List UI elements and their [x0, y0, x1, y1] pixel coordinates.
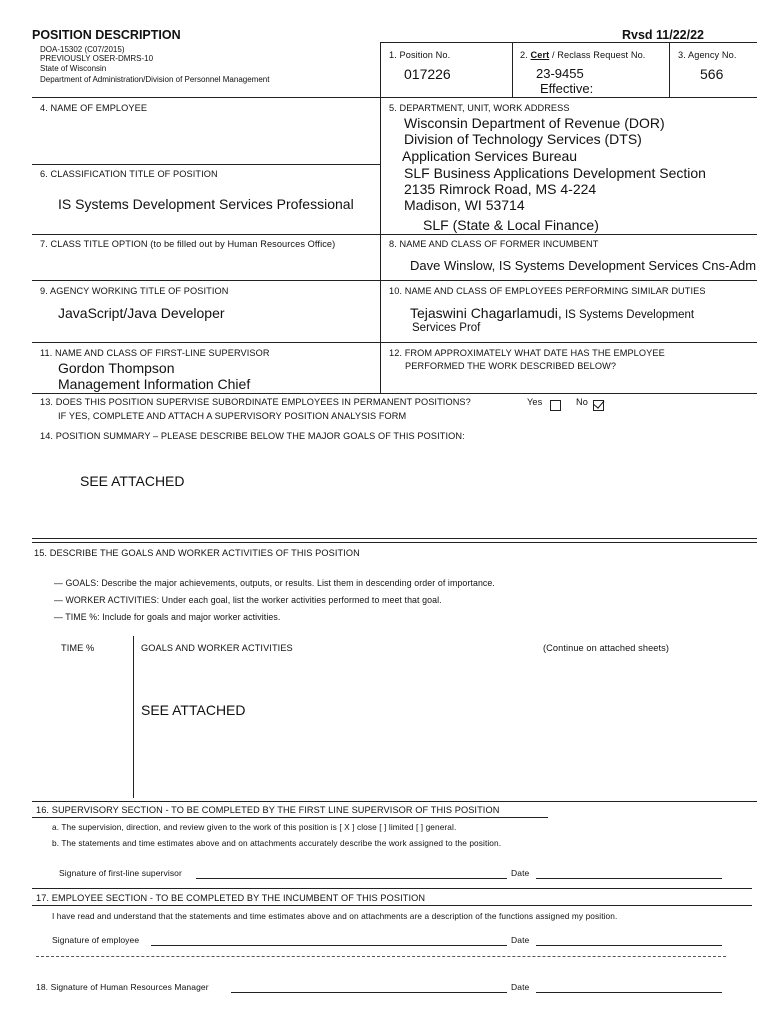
accuracy-statement: b. The statements and time estimates above and on attachments accurately describe the work assigned to the position.	[52, 838, 502, 848]
divider	[32, 542, 757, 543]
department-address-label: 5. DEPARTMENT, UNIT, WORK ADDRESS	[389, 103, 570, 113]
department-line: 2135 Rimrock Road, MS 4-224	[404, 181, 597, 197]
department-line: Application Services Bureau	[402, 148, 578, 164]
class-title-option-label: 7. CLASS TITLE OPTION (to be filled out by Human Resources Office)	[40, 239, 336, 249]
divider	[32, 234, 757, 235]
divider	[36, 956, 726, 957]
supervisory-section-label: 16. SUPERVISORY SECTION - TO BE COMPLETED BY THE FIRST LINE SUPERVISOR OF THIS POSITION	[36, 805, 500, 815]
divider	[32, 817, 548, 818]
position-summary-label: 14. POSITION SUMMARY – PLEASE DESCRIBE BELOW THE MAJOR GOALS OF THIS POSITION:	[40, 431, 465, 441]
revision-date: Rvsd 11/22/22	[622, 28, 705, 42]
yes-checkbox[interactable]	[550, 396, 561, 414]
employee-date-label: Date	[511, 935, 530, 945]
similar-duties-label: 10. NAME AND CLASS OF EMPLOYEES PERFORMING SIMILAR DUTIES	[389, 286, 706, 296]
divider	[32, 393, 757, 394]
no-checkbox-box[interactable]	[593, 400, 604, 411]
agency-number-label: 3. Agency No.	[678, 50, 737, 60]
divider	[380, 42, 381, 97]
working-title-field[interactable]: JavaScript/Java Developer	[58, 305, 225, 321]
form-department: Department of Administration/Division of Personnel Management	[40, 75, 270, 84]
time-column-header: TIME %	[61, 643, 95, 653]
form-code: DOA-15302 (C07/2015)	[40, 45, 125, 54]
classification-title-field[interactable]: IS Systems Development Services Professional	[58, 196, 354, 212]
department-line: Madison, WI 53714	[404, 197, 525, 213]
supervision-level-statement: a. The supervision, direction, and review given to the work of this position is [ X ] close [ ] limited [ ] general.	[52, 822, 457, 832]
position-number-label: 1. Position No.	[389, 50, 451, 60]
divider	[512, 42, 513, 97]
agency-number-field[interactable]: 566	[700, 66, 724, 82]
supervise-question: 13. DOES THIS POSITION SUPERVISE SUBORDINATE EMPLOYEES IN PERMANENT POSITIONS?	[40, 397, 471, 407]
divider	[380, 42, 757, 43]
employee-name-label: 4. NAME OF EMPLOYEE	[40, 103, 148, 113]
work-date-label: 12. FROM APPROXIMATELY WHAT DATE HAS THE EMPLOYEE	[389, 348, 665, 358]
goals-column-header: GOALS AND WORKER ACTIVITIES	[141, 643, 293, 653]
former-incumbent-label: 8. NAME AND CLASS OF FORMER INCUMBENT	[389, 239, 599, 249]
department-line: SLF Business Applications Development Section	[404, 165, 706, 181]
supervisor-name-field[interactable]: Gordon Thompson	[58, 360, 175, 376]
cert-link: Cert	[530, 50, 550, 60]
yes-checkbox-box[interactable]	[550, 400, 561, 411]
employee-acknowledgement: I have read and understand that the statements and time estimates above and on attachments are a description of the functions assigned my position.	[52, 911, 618, 921]
department-line: Wisconsin Department of Revenue (DOR)	[404, 115, 665, 131]
divider	[380, 97, 381, 393]
form-previous-code: PREVIOUSLY OSER-DMRS-10	[40, 54, 154, 63]
similar-duties-class: Services Prof	[412, 322, 481, 334]
no-checkbox[interactable]	[593, 396, 604, 414]
employee-section-label: 17. EMPLOYEE SECTION - TO BE COMPLETED BY THE INCUMBENT OF THIS POSITION	[36, 893, 426, 903]
divider	[32, 538, 757, 539]
work-date-label-cont: PERFORMED THE WORK DESCRIBED BELOW?	[405, 361, 617, 371]
working-title-label: 9. AGENCY WORKING TITLE OF POSITION	[40, 286, 229, 296]
supervisor-date-line[interactable]	[536, 878, 722, 879]
divider	[32, 164, 380, 165]
classification-title-label: 6. CLASSIFICATION TITLE OF POSITION	[40, 169, 218, 179]
divider	[32, 905, 752, 906]
supervisor-class-field[interactable]: Management Information Chief	[58, 376, 251, 392]
form-state: State of Wisconsin	[40, 64, 107, 73]
activities-instruction: — WORKER ACTIVITIES: Under each goal, list the worker activities performed to meet that goal.	[54, 595, 442, 605]
supervisor-signature-line[interactable]	[196, 878, 507, 879]
supervisor-date-label: Date	[511, 868, 530, 878]
department-line: SLF (State & Local Finance)	[423, 217, 599, 233]
divider	[32, 342, 757, 343]
continue-note: (Continue on attached sheets)	[543, 643, 669, 653]
reclass-request-field[interactable]: 23-9455	[536, 66, 584, 81]
position-summary-field[interactable]: SEE ATTACHED	[80, 473, 185, 489]
goals-instruction: — GOALS: Describe the major achievements, outputs, or results. List them in descending order of importance.	[54, 578, 495, 588]
time-instruction: — TIME %: Include for goals and major worker activities.	[54, 612, 281, 622]
employee-signature-line[interactable]	[151, 945, 507, 946]
effective-label: Effective:	[540, 81, 594, 96]
position-number-field[interactable]: 017226	[404, 66, 451, 82]
divider	[669, 42, 670, 97]
supervisor-label: 11. NAME AND CLASS OF FIRST-LINE SUPERVISOR	[40, 348, 270, 358]
similar-duties-field[interactable]: Tejaswini Chagarlamudi, IS Systems Development	[410, 305, 695, 321]
divider	[32, 888, 752, 889]
hr-manager-date-label: Date	[511, 982, 530, 992]
hr-manager-signature-line[interactable]	[231, 992, 507, 993]
no-label: No	[576, 397, 588, 407]
divider	[32, 97, 757, 98]
goals-activities-field[interactable]: SEE ATTACHED	[141, 702, 246, 718]
divider	[32, 801, 757, 802]
department-line: Division of Technology Services (DTS)	[404, 131, 642, 147]
employee-date-line[interactable]	[536, 945, 722, 946]
divider	[133, 636, 134, 798]
form-title: POSITION DESCRIPTION	[32, 28, 181, 42]
employee-signature-label: Signature of employee	[52, 935, 140, 945]
cert-reclass-label: 2. Cert / Reclass Request No.	[520, 50, 646, 60]
divider	[32, 280, 757, 281]
yes-label: Yes	[527, 397, 543, 407]
former-incumbent-field[interactable]: Dave Winslow, IS Systems Development Services Cns-Adm	[410, 258, 757, 273]
hr-manager-signature-label: 18. Signature of Human Resources Manager	[36, 982, 209, 992]
employee-name-field[interactable]	[58, 125, 358, 143]
goals-section-label: 15. DESCRIBE THE GOALS AND WORKER ACTIVITIES OF THIS POSITION	[34, 548, 360, 558]
supervisor-signature-label: Signature of first-line supervisor	[59, 868, 182, 878]
supervise-note: IF YES, COMPLETE AND ATTACH A SUPERVISORY POSITION ANALYSIS FORM	[58, 411, 407, 421]
hr-manager-date-line[interactable]	[536, 992, 722, 993]
